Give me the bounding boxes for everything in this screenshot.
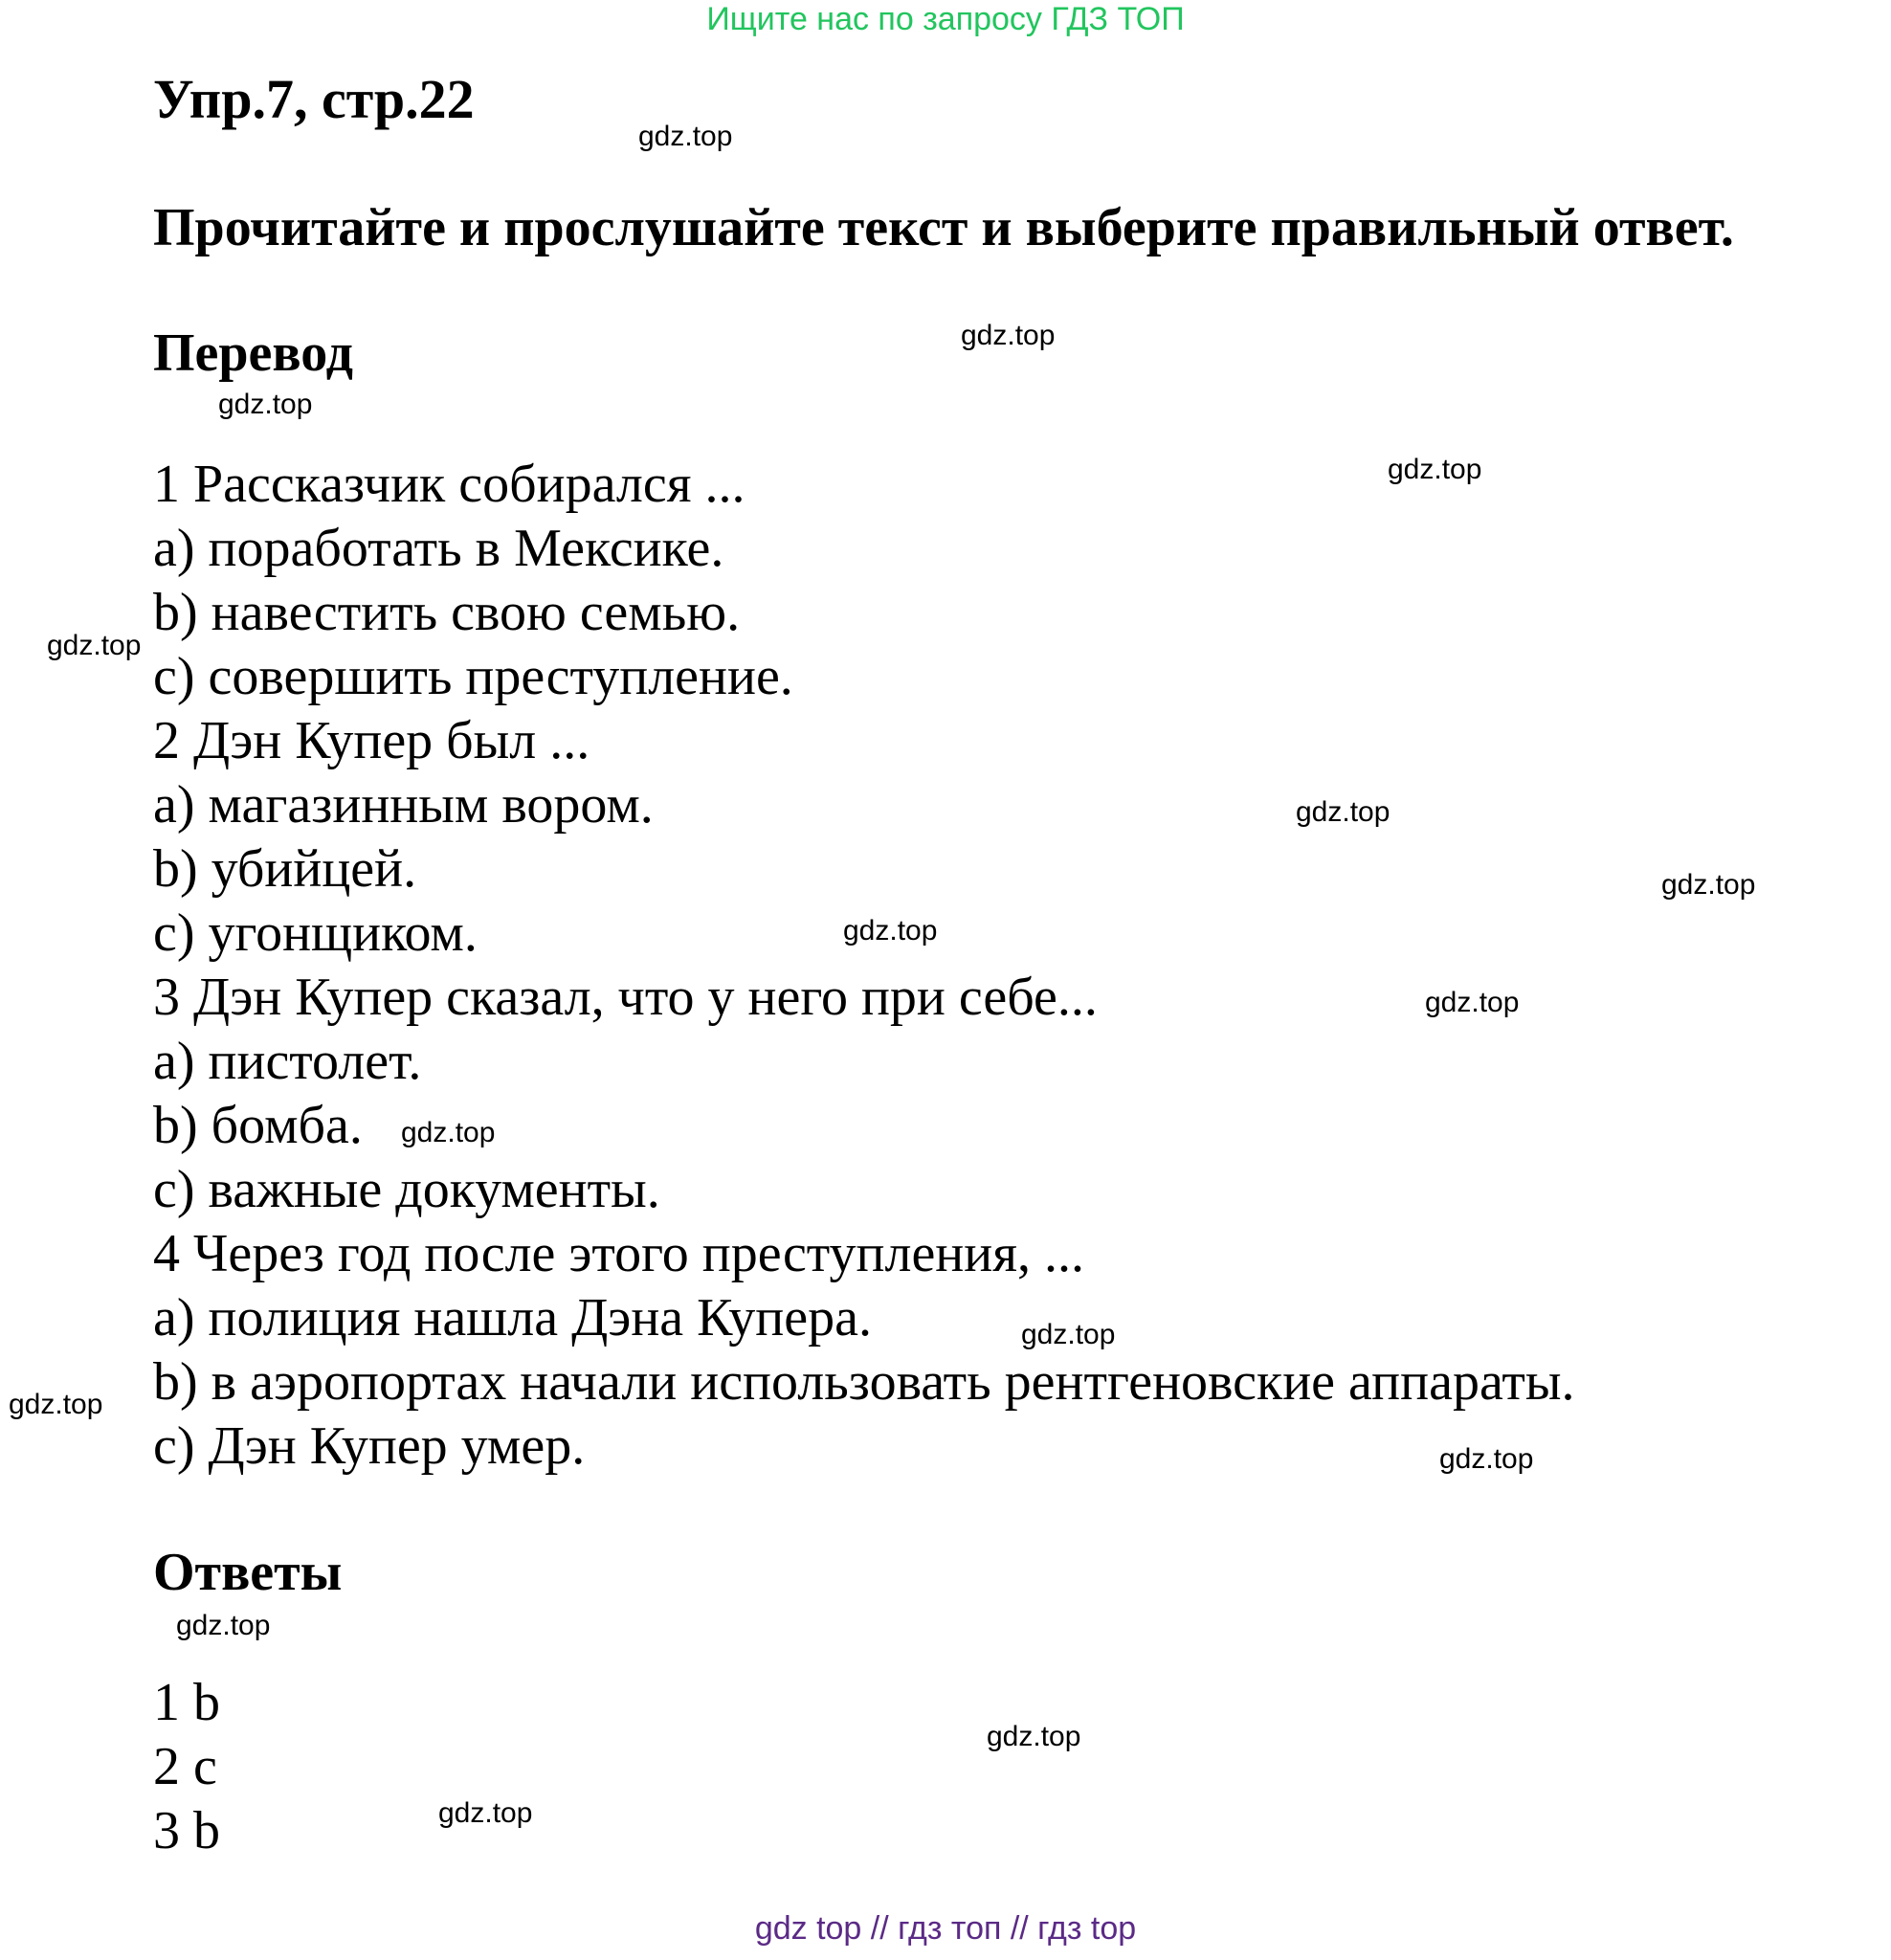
- answer-3: 3 b: [153, 1801, 220, 1860]
- question-3-option-a: a) пистолет.: [153, 1032, 422, 1091]
- watermark: gdz.top: [1296, 796, 1390, 828]
- question-1-option-a: a) поработать в Мексике.: [153, 519, 724, 578]
- watermark: gdz.top: [1661, 869, 1756, 901]
- exercise-title: Упр.7, стр.22: [153, 68, 475, 130]
- question-3-option-c: c) важные документы.: [153, 1160, 660, 1219]
- question-1-option-b: b) навестить свою семью.: [153, 583, 741, 642]
- question-2-option-b: b) убийцей.: [153, 839, 417, 899]
- answers-list: [153, 1671, 220, 1863]
- watermark: gdz.top: [638, 121, 733, 152]
- watermark: gdz.top: [1388, 454, 1482, 485]
- watermark: gdz.top: [1439, 1443, 1534, 1475]
- answer-2: 2 c: [153, 1737, 217, 1796]
- question-2-option-c: c) угонщиком.: [153, 903, 478, 963]
- question-4: 4 Через год после этого преступления, ...: [153, 1224, 1084, 1283]
- question-4-option-b: b) в аэропортах начали использовать рентгеновские аппараты.: [153, 1352, 1575, 1412]
- watermark: gdz.top: [401, 1117, 496, 1148]
- watermark: gdz.top: [961, 320, 1056, 351]
- watermark: gdz.top: [176, 1610, 271, 1641]
- question-1-option-c: c) совершить преступление.: [153, 647, 793, 706]
- footer-watermark: gdz top // гдз топ // гдз top: [754, 1910, 1137, 1947]
- question-3: 3 Дэн Купер сказал, что у него при себе...: [153, 968, 1098, 1027]
- watermark: gdz.top: [9, 1389, 103, 1420]
- translation-heading: Перевод: [153, 323, 353, 383]
- watermark: gdz.top: [987, 1721, 1081, 1752]
- question-4-option-a: a) полиция нашла Дэна Купера.: [153, 1288, 872, 1348]
- watermark: gdz.top: [1425, 987, 1520, 1018]
- watermark: gdz.top: [438, 1797, 533, 1829]
- question-2-option-a: a) магазинным вором.: [153, 775, 654, 835]
- question-4-option-c: c) Дэн Купер умер.: [153, 1416, 586, 1476]
- watermark: gdz.top: [843, 915, 938, 947]
- question-2: 2 Дэн Купер был ...: [153, 711, 590, 770]
- exercise-instruction: Прочитайте и прослушайте текст и выберите правильный ответ.: [153, 198, 1734, 257]
- watermark: gdz.top: [218, 389, 313, 420]
- search-hint-banner: Ищите нас по запросу ГДЗ ТОП: [706, 1, 1185, 37]
- translation-list: [153, 453, 1574, 1479]
- watermark: gdz.top: [47, 630, 142, 661]
- answer-1: 1 b: [153, 1673, 220, 1732]
- watermark: gdz.top: [1021, 1319, 1116, 1350]
- question-1: 1 Рассказчик собирался ...: [153, 455, 745, 514]
- answers-heading: Ответы: [153, 1543, 343, 1602]
- question-3-option-b: b) бомба.: [153, 1096, 363, 1155]
